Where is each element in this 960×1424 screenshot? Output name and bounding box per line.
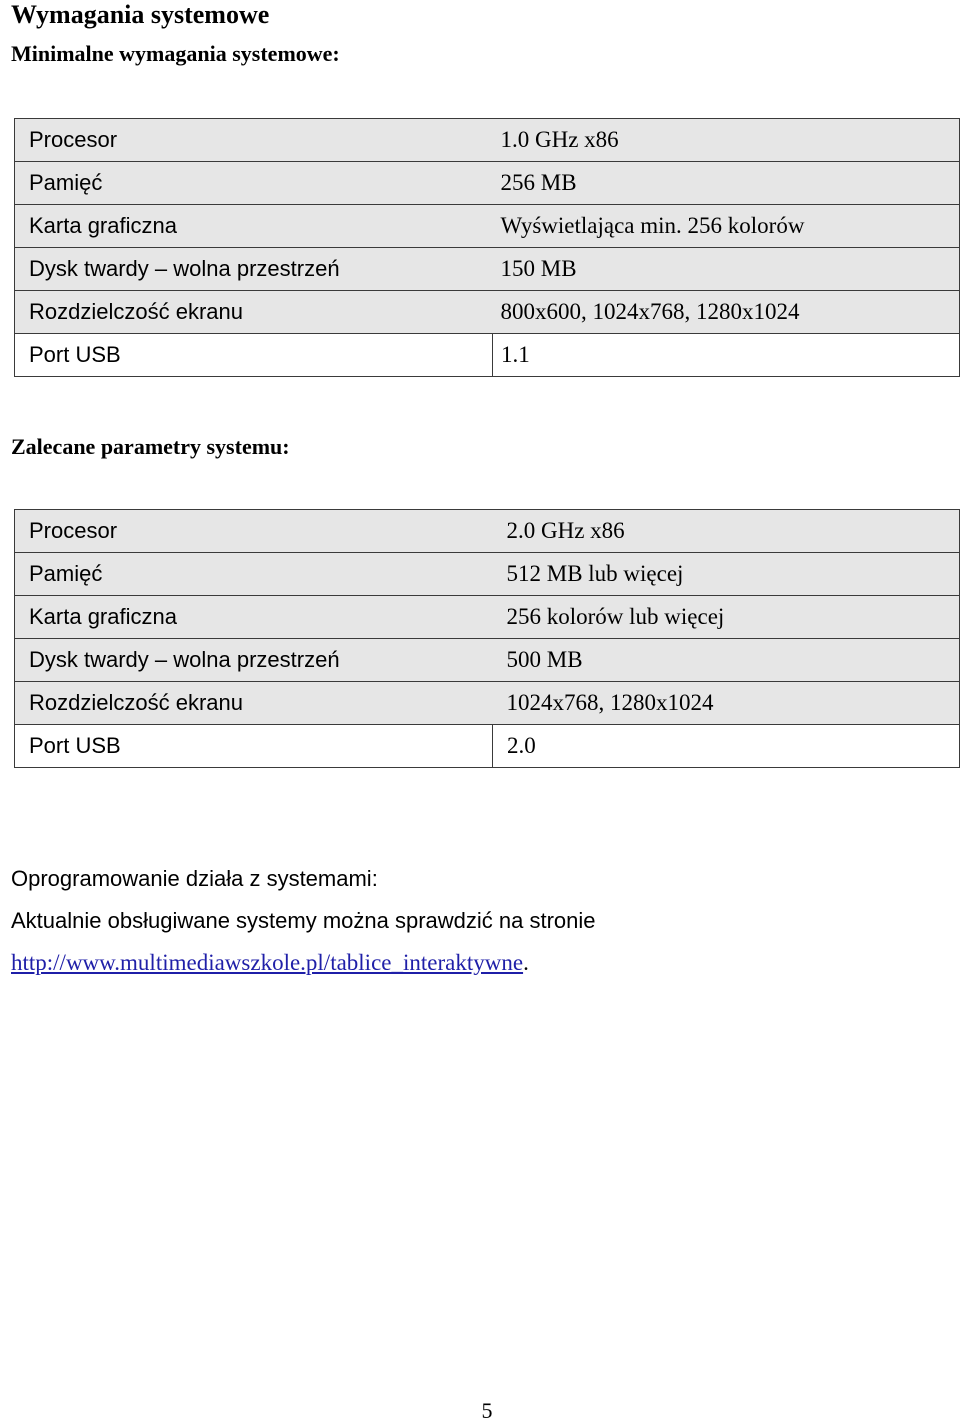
spec-label: Port USB: [15, 334, 493, 377]
supported-systems-note: Aktualnie obsługiwane systemy można sprawdzić na stronie: [11, 908, 596, 933]
table-row: [15, 682, 960, 725]
spec-label: Rozdzielczość ekranu: [15, 682, 493, 725]
spec-value: 500 MB: [493, 639, 960, 682]
supported-systems-link[interactable]: http://www.multimediawszkole.pl/tablice_interaktywne: [11, 950, 524, 975]
spec-value: 1024x768, 1280x1024: [493, 682, 960, 725]
table-row: [15, 248, 960, 291]
spec-value: 1.0 GHz x86: [493, 119, 960, 162]
table-row: [15, 639, 960, 682]
spec-value: 150 MB: [493, 248, 960, 291]
minimum-requirements-table: [14, 118, 960, 377]
spec-label: Procesor: [15, 510, 493, 553]
spec-value: 800x600, 1024x768, 1280x1024: [493, 291, 960, 334]
table-row: [15, 162, 960, 205]
link-period: .: [523, 950, 529, 975]
table-row: [15, 205, 960, 248]
spec-label: Pamięć: [15, 162, 493, 205]
supported-systems-intro: Oprogramowanie działa z systemami:: [11, 866, 378, 891]
minimum-requirements-heading: Minimalne wymagania systemowe:: [11, 41, 340, 66]
spec-label: Procesor: [15, 119, 493, 162]
spec-label: Dysk twardy – wolna przestrzeń: [15, 639, 493, 682]
spec-label: Pamięć: [15, 553, 493, 596]
table-row: [15, 510, 960, 553]
spec-value: 256 kolorów lub więcej: [493, 596, 960, 639]
spec-value: 512 MB lub więcej: [493, 553, 960, 596]
spec-label: Karta graficzna: [15, 596, 493, 639]
spec-label: Port USB: [15, 725, 493, 768]
supported-systems-link-line: [11, 950, 529, 976]
table-row: [15, 596, 960, 639]
table-row: [15, 725, 960, 768]
spec-label: Karta graficzna: [15, 205, 493, 248]
spec-value: 2.0: [493, 725, 960, 768]
table-row: [15, 291, 960, 334]
spec-value: 256 MB: [493, 162, 960, 205]
spec-label: Dysk twardy – wolna przestrzeń: [15, 248, 493, 291]
spec-value: Wyświetlająca min. 256 kolorów: [493, 205, 960, 248]
table-row: [15, 553, 960, 596]
table-row: [15, 119, 960, 162]
recommended-requirements-table: [14, 509, 960, 768]
recommended-requirements-heading: Zalecane parametry systemu:: [11, 434, 290, 459]
page-number: 5: [481, 1398, 493, 1423]
page-title: Wymagania systemowe: [11, 0, 270, 29]
spec-label: Rozdzielczość ekranu: [15, 291, 493, 334]
table-row: [15, 334, 960, 377]
spec-value: 1.1: [493, 334, 960, 377]
spec-value: 2.0 GHz x86: [493, 510, 960, 553]
